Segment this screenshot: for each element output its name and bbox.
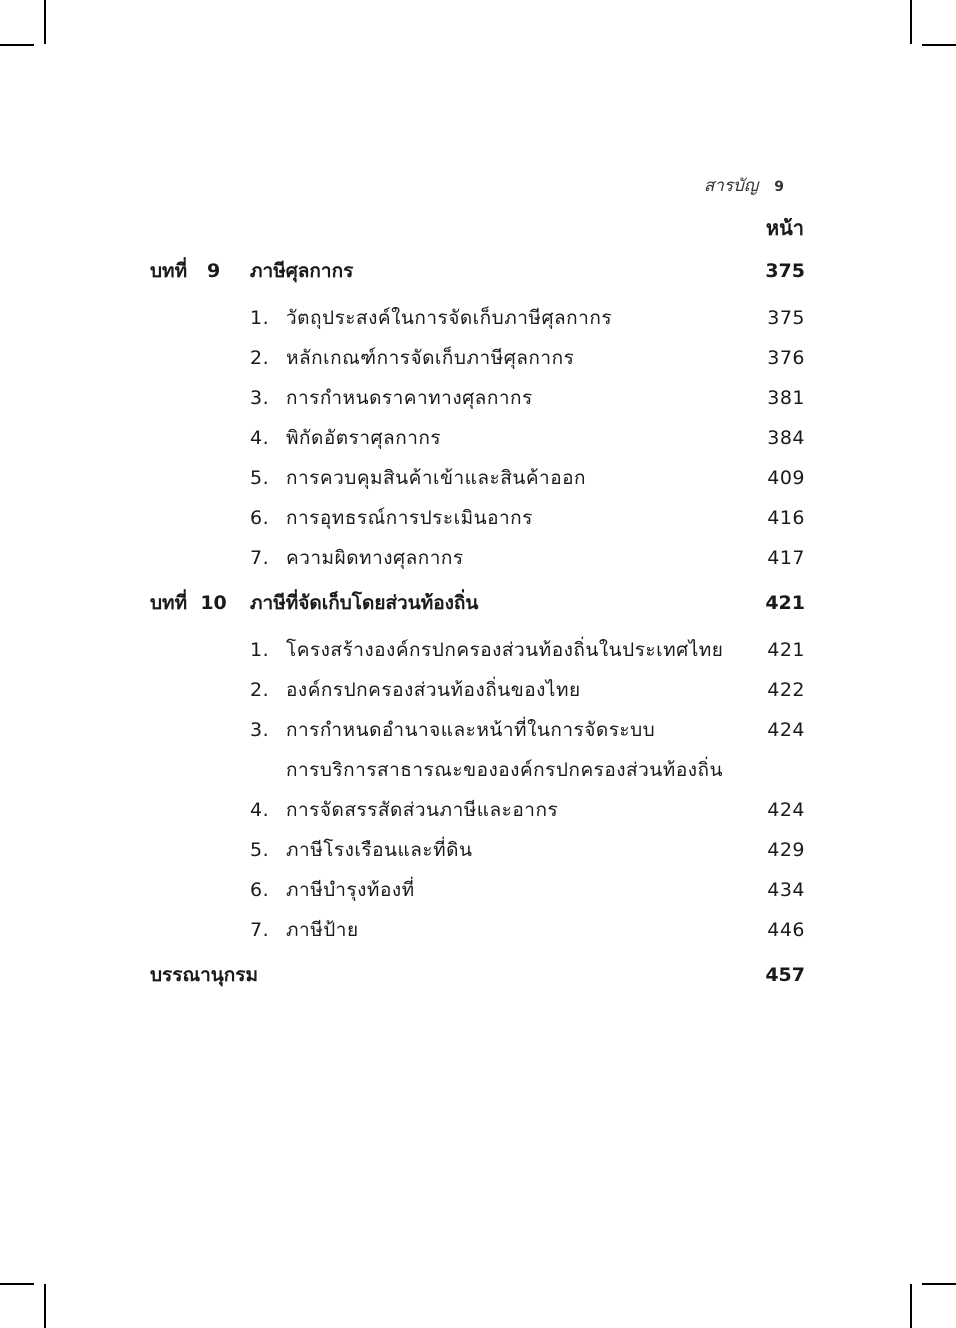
section-title-line: การอุทธรณ์การประเมินอากร — [286, 507, 533, 529]
section-number: 2. — [250, 347, 270, 369]
section-row[interactable] — [150, 830, 805, 870]
section-title — [286, 910, 745, 950]
section-number: 1. — [250, 307, 270, 329]
section-title — [286, 418, 745, 458]
section-title-line: พิกัดอัตราศุลกากร — [286, 427, 442, 449]
section-title — [286, 538, 745, 578]
bibliography-title: บรรณานุกรม — [150, 964, 258, 986]
chapter-title: ภาษีศุลกากร — [250, 260, 354, 282]
section-number: 6. — [250, 879, 270, 901]
section-title-line: ภาษีโรงเรือนและที่ดิน — [286, 839, 473, 861]
section-list — [150, 630, 805, 950]
section-row[interactable] — [150, 870, 805, 910]
section-row[interactable] — [150, 458, 805, 498]
section-title-line: การกำหนดราคาทางศุลกากร — [286, 387, 533, 409]
section-number: 7. — [250, 919, 270, 941]
chapter-label: บทที่ 10 — [150, 592, 227, 614]
section-title — [286, 338, 745, 378]
section-title-line: การควบคุมสินค้าเข้าและสินค้าออก — [286, 467, 587, 489]
section-page-number: 422 — [767, 679, 805, 701]
section-list — [150, 298, 805, 578]
section-title-line: ภาษีป้าย — [286, 919, 359, 941]
section-row[interactable] — [150, 338, 805, 378]
bibliography-row[interactable] — [150, 960, 805, 990]
section-title — [286, 498, 745, 538]
section-title — [286, 378, 745, 418]
section-page-number: 424 — [767, 799, 805, 821]
section-title — [286, 790, 745, 830]
running-head-title: สารบัญ — [703, 176, 759, 196]
chapter-label: บทที่ 9 — [150, 260, 221, 282]
section-page-number: 446 — [767, 919, 805, 941]
crop-mark-top-left-vertical — [44, 0, 46, 44]
section-page-number: 375 — [767, 307, 805, 329]
crop-mark-bottom-left-horizontal — [0, 1283, 34, 1285]
page-number: 9 — [774, 179, 784, 195]
section-row[interactable] — [150, 498, 805, 538]
section-row[interactable] — [150, 790, 805, 830]
section-number: 4. — [250, 799, 270, 821]
section-title-line: วัตถุประสงค์ในการจัดเก็บภาษีศุลกากร — [286, 307, 613, 329]
section-number: 1. — [250, 639, 270, 661]
section-title — [286, 670, 745, 710]
section-page-number: 409 — [767, 467, 805, 489]
section-title-line: โครงสร้างองค์กรปกครองส่วนท้องถิ่นในประเทศไทย — [286, 639, 724, 661]
section-row[interactable] — [150, 378, 805, 418]
section-title — [286, 870, 745, 910]
section-page-number: 417 — [767, 547, 805, 569]
table-of-contents — [150, 256, 805, 990]
section-number: 7. — [250, 547, 270, 569]
section-page-number: 384 — [767, 427, 805, 449]
section-title — [286, 710, 745, 790]
section-title — [286, 630, 745, 670]
chapter-row[interactable] — [150, 588, 805, 620]
crop-mark-top-left-horizontal — [0, 44, 34, 46]
section-title — [286, 458, 745, 498]
bibliography-page-number: 457 — [765, 964, 805, 986]
chapter-page-number: 421 — [765, 592, 805, 614]
section-page-number: 376 — [767, 347, 805, 369]
crop-mark-top-right-horizontal — [922, 44, 956, 46]
section-title-line: หลักเกณฑ์การจัดเก็บภาษีศุลกากร — [286, 347, 575, 369]
section-row[interactable] — [150, 298, 805, 338]
section-number: 5. — [250, 839, 270, 861]
section-row[interactable] — [150, 670, 805, 710]
crop-mark-bottom-right-vertical — [910, 1284, 912, 1328]
section-title-line: การบริการสาธารณะขององค์กรปกครองส่วนท้องถิ่น — [286, 759, 724, 781]
section-page-number: 381 — [767, 387, 805, 409]
section-page-number: 429 — [767, 839, 805, 861]
crop-mark-bottom-left-vertical — [44, 1284, 46, 1328]
section-title-line: การจัดสรรสัดส่วนภาษีและอากร — [286, 799, 559, 821]
running-head — [704, 172, 784, 199]
section-title-line: องค์กรปกครองส่วนท้องถิ่นของไทย — [286, 679, 581, 701]
chapter-row[interactable] — [150, 256, 805, 288]
chapter-page-number: 375 — [765, 260, 805, 282]
section-number: 2. — [250, 679, 270, 701]
section-page-number: 416 — [767, 507, 805, 529]
chapter-title: ภาษีที่จัดเก็บโดยส่วนท้องถิ่น — [250, 592, 479, 614]
section-number: 6. — [250, 507, 270, 529]
section-page-number: 434 — [767, 879, 805, 901]
section-title-line: ภาษีบำรุงท้องที่ — [286, 879, 415, 901]
section-row[interactable] — [150, 418, 805, 458]
section-row[interactable] — [150, 538, 805, 578]
section-title — [286, 298, 745, 338]
section-title-line: ความผิดทางศุลกากร — [286, 547, 464, 569]
crop-mark-bottom-right-horizontal — [922, 1283, 956, 1285]
section-row[interactable] — [150, 630, 805, 670]
section-page-number: 424 — [767, 719, 805, 741]
section-number: 4. — [250, 427, 270, 449]
crop-mark-top-right-vertical — [910, 0, 912, 44]
section-row[interactable] — [150, 910, 805, 950]
section-title — [286, 830, 745, 870]
page-column-heading: หน้า — [765, 216, 804, 240]
section-number: 3. — [250, 387, 270, 409]
section-number: 3. — [250, 719, 270, 741]
section-page-number: 421 — [767, 639, 805, 661]
section-title-line: การกำหนดอำนาจและหน้าที่ในการจัดระบบ — [286, 719, 656, 741]
section-row[interactable] — [150, 710, 805, 790]
section-number: 5. — [250, 467, 270, 489]
